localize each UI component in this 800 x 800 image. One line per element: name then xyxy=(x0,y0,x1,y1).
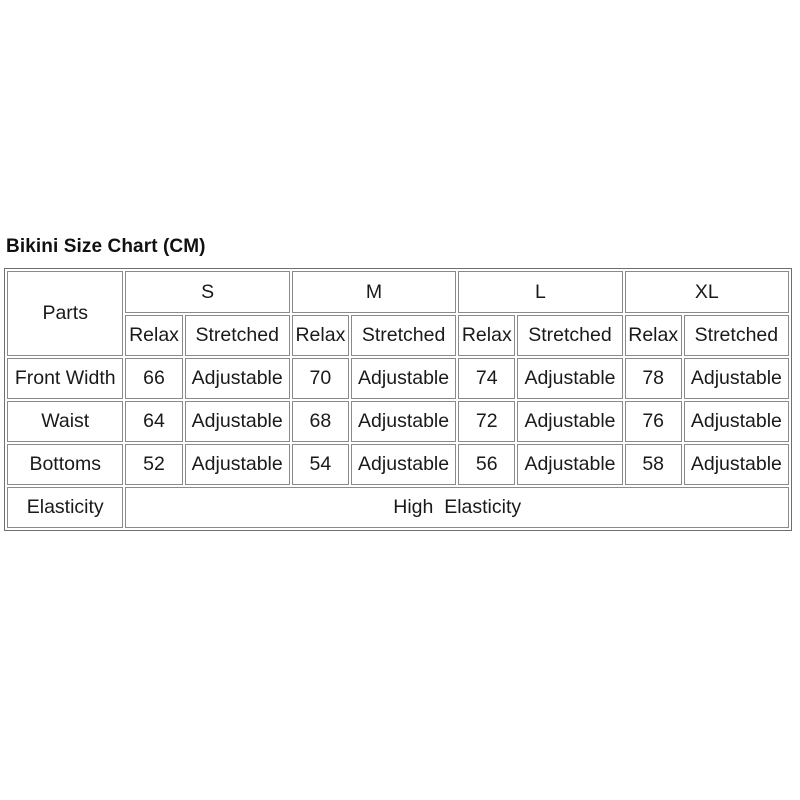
row-label: Front Width xyxy=(7,358,123,399)
relax-header: Relax xyxy=(625,315,682,356)
stretched-value: Adjustable xyxy=(517,401,622,442)
relax-value: 66 xyxy=(125,358,182,399)
size-header-row xyxy=(7,271,789,313)
relax-header: Relax xyxy=(125,315,182,356)
row-label: Waist xyxy=(7,401,123,442)
row-label: Elasticity xyxy=(7,487,123,528)
stretched-header: Stretched xyxy=(185,315,290,356)
stretched-value: Adjustable xyxy=(517,444,622,485)
stretched-header: Stretched xyxy=(684,315,789,356)
table-row-elasticity xyxy=(7,487,789,528)
elasticity-value: High Elasticity xyxy=(125,487,789,528)
relax-value: 74 xyxy=(458,358,515,399)
table-row-bottoms xyxy=(7,444,789,485)
table-row-front-width xyxy=(7,358,789,399)
relax-header: Relax xyxy=(458,315,515,356)
relax-value: 64 xyxy=(125,401,182,442)
relax-value: 68 xyxy=(292,401,349,442)
stretched-value: Adjustable xyxy=(351,358,456,399)
sub-header-row xyxy=(7,315,789,356)
stretched-header: Stretched xyxy=(517,315,622,356)
relax-value: 52 xyxy=(125,444,182,485)
relax-value: 54 xyxy=(292,444,349,485)
stretched-header: Stretched xyxy=(351,315,456,356)
size-header-l: L xyxy=(458,271,622,313)
stretched-value: Adjustable xyxy=(351,444,456,485)
parts-header: Parts xyxy=(7,271,123,356)
stretched-value: Adjustable xyxy=(185,401,290,442)
stretched-value: Adjustable xyxy=(517,358,622,399)
size-header-xl: XL xyxy=(625,271,789,313)
chart-title: Bikini Size Chart (CM) xyxy=(6,236,206,257)
relax-value: 72 xyxy=(458,401,515,442)
size-chart-table xyxy=(4,268,792,531)
size-header-m: M xyxy=(292,271,456,313)
stretched-value: Adjustable xyxy=(185,358,290,399)
stretched-value: Adjustable xyxy=(684,444,789,485)
stretched-value: Adjustable xyxy=(684,358,789,399)
table-row-waist xyxy=(7,401,789,442)
stretched-value: Adjustable xyxy=(351,401,456,442)
stretched-value: Adjustable xyxy=(185,444,290,485)
stretched-value: Adjustable xyxy=(684,401,789,442)
relax-value: 56 xyxy=(458,444,515,485)
size-header-s: S xyxy=(125,271,289,313)
relax-value: 78 xyxy=(625,358,682,399)
row-label: Bottoms xyxy=(7,444,123,485)
relax-header: Relax xyxy=(292,315,349,356)
relax-value: 58 xyxy=(625,444,682,485)
relax-value: 70 xyxy=(292,358,349,399)
relax-value: 76 xyxy=(625,401,682,442)
